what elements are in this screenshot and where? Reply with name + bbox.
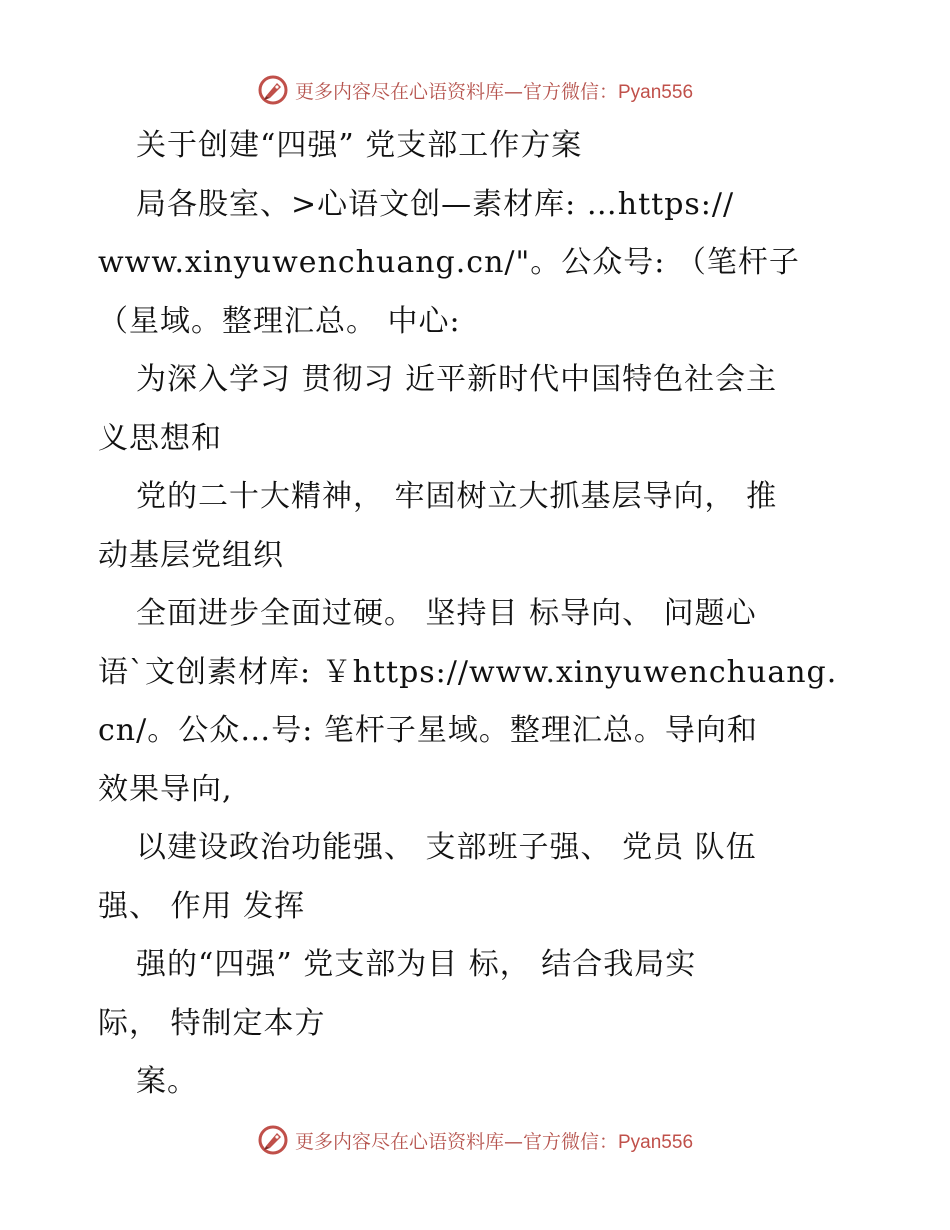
banner-wechat-id: Pyan556 [618,81,694,103]
banner-wechat-id: Pyan556 [618,1131,694,1153]
paragraph-line: 效果导向, [98,771,233,807]
paragraph-line: 义思想和 [98,420,222,456]
paragraph-line: cn/。公众…号: 笔杆子星域。整理汇总。导向和 [98,713,758,748]
header-banner [0,70,950,110]
paragraph-line: （星域。整理汇总。 中心: [98,303,461,339]
pen-nib-logo-icon [257,74,289,106]
paragraph-line: 以建设政治功能强、 支部班子强、 党员 队伍 [136,830,757,865]
paragraph-line: 强的“四强” 党支部为目 标， 结合我局实 [136,947,697,982]
paragraph-line: 际， 特制定本方 [98,1005,326,1041]
document-title: 关于创建“四强” 党支部工作方案 [136,128,583,163]
header-banner-content [257,74,693,106]
document-body [98,117,858,1112]
paragraph-line: 局各股室、>心语文创—素材库: …https:// [136,186,735,222]
paragraph-line: www.xinyuwenchuang.cn/"。公众号: （笔杆子 [98,245,800,280]
paragraph-line: 语`文创素材库: ￥https://www.xinyuwenchuang. [98,654,838,690]
banner-text [295,1127,693,1154]
footer-banner-content [257,1124,693,1156]
pen-nib-logo-icon [257,1124,289,1156]
banner-text [295,77,693,104]
paragraph-line: 案。 [136,1064,198,1099]
paragraph-line: 党的二十大精神， 牢固树立大抓基层导向， 推 [136,479,778,514]
footer-banner [0,1120,950,1160]
paragraph-line: 强、 作用 发挥 [98,888,306,924]
banner-slogan: 更多内容尽在心语资料库—官方微信： [294,80,618,103]
paragraph-line: 为深入学习 贯彻习 近平新时代中国特色社会主 [136,362,778,397]
paragraph-line: 动基层党组织 [98,537,284,573]
banner-slogan: 更多内容尽在心语资料库—官方微信： [294,1130,618,1153]
paragraph-line: 全面进步全面过硬。 坚持目 标导向、 问题心 [136,596,757,631]
